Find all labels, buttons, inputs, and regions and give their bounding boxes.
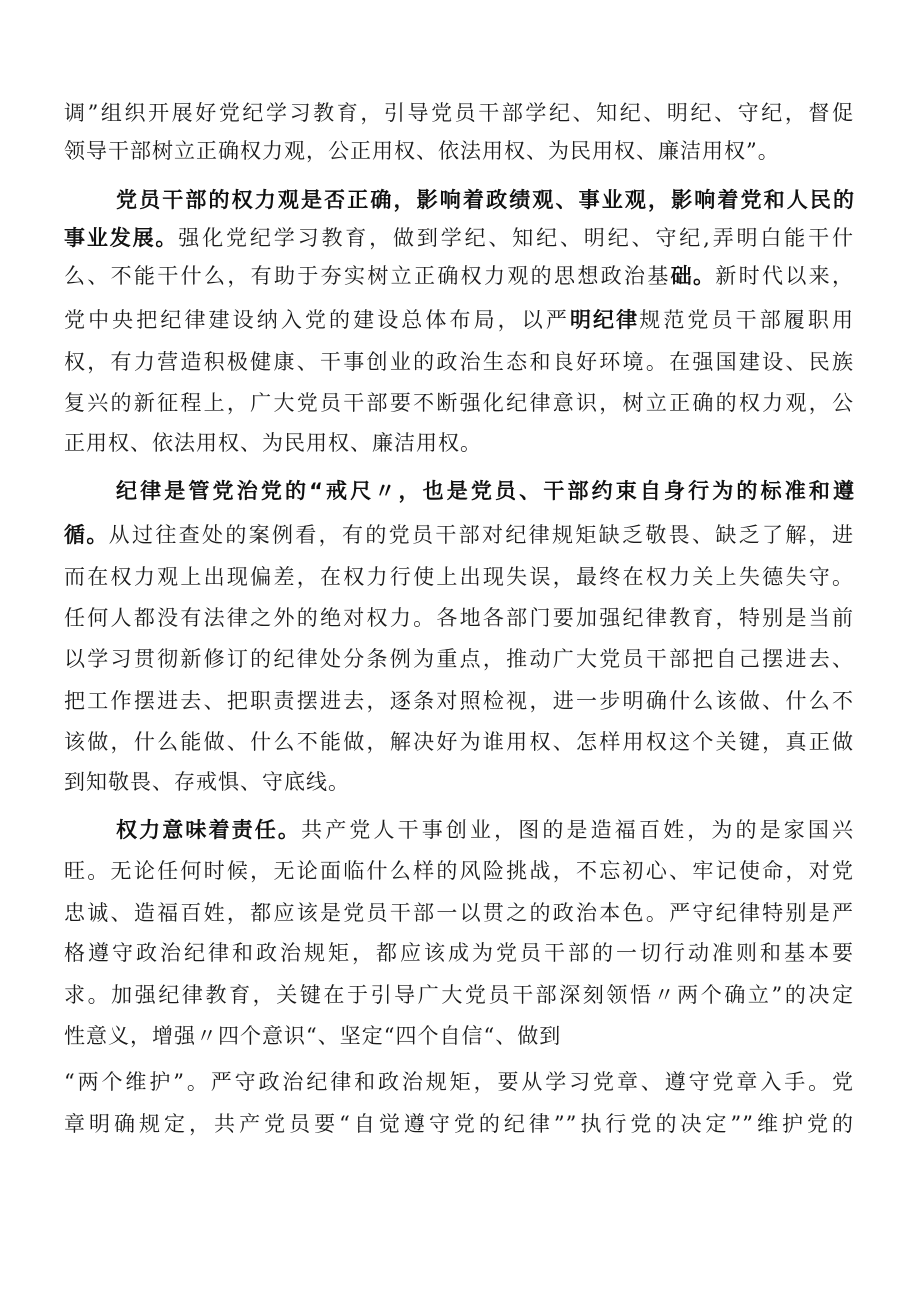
text-segment: 党中央把纪律建设纳入党的建设总体布局，以严 [64,308,570,332]
text-line [64,515,854,555]
text-line [64,256,854,296]
text-line [64,300,854,340]
text-segment: 性意义，增强〃四个意识“、坚定“四个自信“、做到 [64,1024,562,1048]
text-line [64,423,854,463]
text-segment: 旺。无论任何时候，无论面临什么样的风险挑战，不忘初心、牢记使命，对党 [64,859,854,883]
text-line [64,639,854,679]
text-line [64,383,854,423]
text-segment: 求。加强纪律教育，关键在于引导广大党员干部深刻领悟〃两个确立”的决定 [64,983,854,1007]
text-line [64,342,854,382]
text-segment: 共产党人干事创业，图的是造福百姓，为的是家国兴 [301,818,855,842]
bold-text-segment: 权力意味着责任。 [116,818,302,842]
text-segment: 到知敬畏、存戒惧、守底线。 [64,770,350,794]
text-line [64,557,854,597]
text-segment: 任何人都没有法律之外的绝对权力。各地各部门要加强纪律教育，特别是当前 [64,606,854,630]
text-segment: 么、不能干什么，有助于夯实树立正确权力观的思想政治基 [64,264,671,288]
text-segment: 规范党员干部履职用 [639,308,854,332]
text-line [64,933,854,973]
text-segment: 强化党纪学习教育，做到学纪、知纪、明纪、守纪,弄明白能干什 [178,226,854,250]
text-segment: 领导干部树立正确权力观，公正用权、依法用权、为民用权、廉洁用权”。 [64,139,780,163]
text-segment: “两个维护”。严守政治纪律和政治规矩，要从学习党章、遵守党章入手。党 [64,1070,854,1094]
bold-text-segment: 明纪律 [569,308,640,332]
text-line [64,975,854,1015]
text-segment: 权，有力营造积极健康、干事创业的政治生态和良好环境。在强国建设、民族 [64,350,854,374]
text-segment: 把工作摆进去、把职责摆进去，逐条对照检视，进一步明确什么该做、什么不 [64,689,854,713]
text-line [64,1104,854,1144]
text-line [64,762,854,802]
text-line [64,722,854,762]
text-line [64,893,854,933]
text-segment: 忠诚、造福百姓，都应该是党员干部一以贯之的政治本色。严守纪律特别是严 [64,901,854,925]
text-line [64,93,854,133]
bold-text-segment: 事业发展。 [64,226,179,250]
text-line [116,810,854,850]
bold-text-segment: 纪律是管党治党的“戒尺〃，也是党员、干部约束自身行为的标准和遵 [116,479,854,503]
text-line [116,471,854,511]
bold-text-segment: 循。 [64,523,109,547]
text-line [64,1062,854,1102]
text-line [64,131,854,171]
text-segment: 正用权、依法用权、为民用权、廉洁用权。 [64,431,482,455]
bold-text-segment: 党员干部的权力观是否正确，影响着政绩观、事业观，影响着党和人民的 [116,188,854,212]
bold-text-segment: 础。 [670,264,716,288]
text-line [64,598,854,638]
text-segment: 格遵守政治纪律和政治规矩，都应该成为党员干部的一切行动准则和基本要 [64,941,854,965]
text-line [64,1016,854,1056]
text-segment: 复兴的新征程上，广大党员干部要不断强化纪律意识，树立正确的权力观，公 [64,391,854,415]
text-line [116,180,854,220]
text-segment: 新时代以来， [715,264,855,288]
text-segment: 调”组织开展好党纪学习教育，引导党员干部学纪、知纪、明纪、守纪，督促 [64,101,854,125]
text-line [64,218,854,258]
text-line [64,851,854,891]
text-line [64,681,854,721]
text-segment: 以学习贯彻新修订的纪律处分条例为重点，推动广大党员干部把自己摆进去、 [64,647,854,671]
text-segment: 章明确规定，共产党员要“自觉遵守党的纪律””执行党的决定””维护党的 [64,1112,854,1136]
text-segment: 从过往查处的案例看，有的党员干部对纪律规矩缺乏敬畏、缺乏了解，进 [108,523,855,547]
text-segment: 该做，什么能做、什么不能做，解决好为谁用权、怎样用权这个关键，真正做 [64,730,854,754]
text-segment: 而在权力观上出现偏差，在权力行使上出现失误，最终在权力关上失德失守。 [64,565,854,589]
